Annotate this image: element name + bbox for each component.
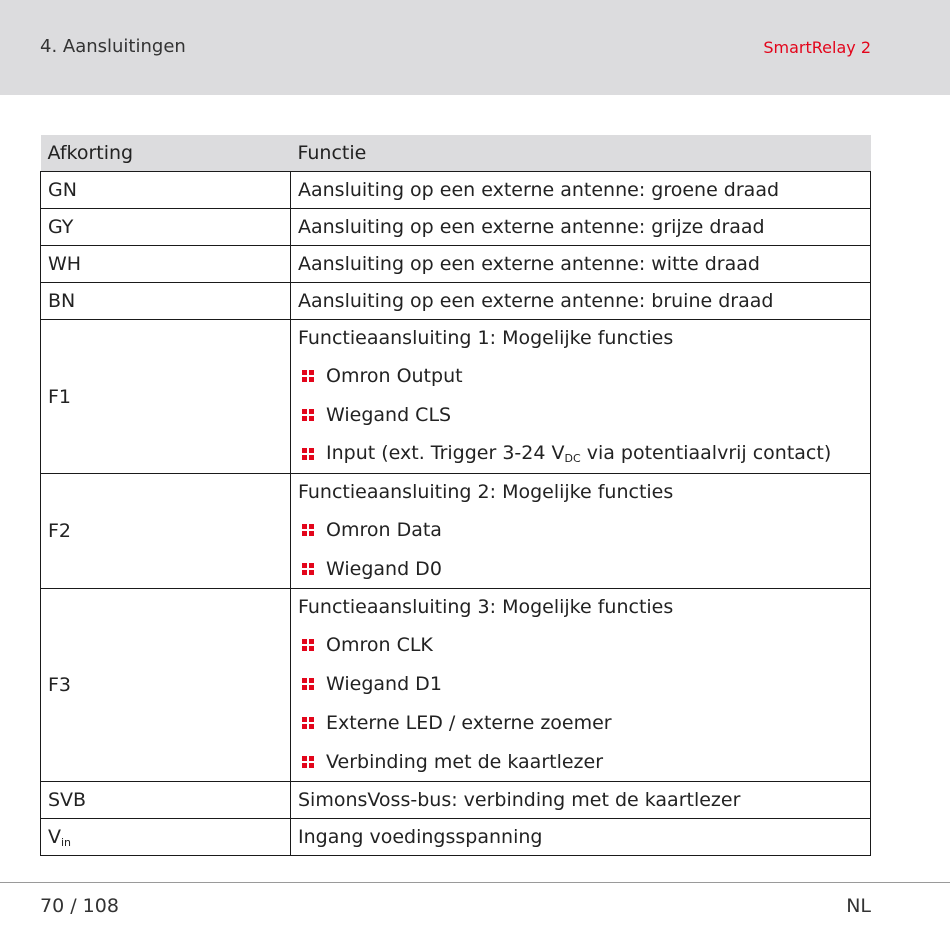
list-item — [298, 664, 863, 703]
function-cell — [291, 320, 871, 474]
input-text-pre: Input (ext. Trigger 3-24 V — [326, 442, 565, 464]
abbr-cell: F2 — [41, 474, 291, 589]
table-row-f3 — [41, 589, 871, 782]
red-square-bullet-icon — [302, 409, 314, 421]
function-cell: Aansluiting op een externe antenne: bruine draad — [291, 283, 871, 320]
abbr-cell: SVB — [41, 782, 291, 819]
list-item-label: Omron Output — [326, 364, 463, 387]
red-square-bullet-icon — [302, 639, 314, 651]
list-item — [298, 742, 863, 781]
list-item — [298, 510, 863, 549]
list-item-label: Verbinding met de kaartlezer — [326, 750, 604, 773]
input-text-post: via potentiaalvrij contact) — [580, 442, 832, 464]
list-item — [298, 395, 863, 434]
table-row-f1 — [41, 320, 871, 474]
red-square-bullet-icon — [302, 524, 314, 536]
red-square-bullet-icon — [302, 717, 314, 729]
list-item — [298, 703, 863, 742]
function-title: Functieaansluiting 3: Mogelijke functies — [298, 596, 674, 618]
function-title: Functieaansluiting 2: Mogelijke functies — [298, 481, 674, 503]
function-cell: SimonsVoss-bus: verbinding met de kaartlezer — [291, 782, 871, 819]
table-row — [41, 246, 871, 283]
function-cell: Aansluiting op een externe antenne: groene draad — [291, 172, 871, 209]
vin-main: V — [48, 825, 61, 848]
table-row — [41, 782, 871, 819]
page-number: 70 / 108 — [40, 895, 119, 917]
list-item-label: Wiegand CLS — [326, 403, 452, 426]
list-item-label — [326, 442, 831, 465]
table-row — [41, 819, 871, 856]
abbr-cell: F1 — [41, 320, 291, 474]
column-header-function: Functie — [291, 135, 871, 172]
list-item — [298, 434, 863, 473]
table-row-f2 — [41, 474, 871, 589]
abbr-cell: BN — [41, 283, 291, 320]
table-row — [41, 283, 871, 320]
abbr-cell: WH — [41, 246, 291, 283]
function-cell: Aansluiting op een externe antenne: grijze draad — [291, 209, 871, 246]
list-item-label: Externe LED / externe zoemer — [326, 711, 612, 734]
product-name: SmartRelay 2 — [763, 38, 871, 57]
list-item — [298, 549, 863, 588]
input-text-sub: DC — [564, 452, 581, 465]
connections-table — [40, 135, 871, 856]
function-cell — [291, 474, 871, 589]
abbr-cell: F3 — [41, 589, 291, 782]
list-item-label: Wiegand D0 — [326, 557, 442, 580]
red-square-bullet-icon — [302, 370, 314, 382]
red-square-bullet-icon — [302, 678, 314, 690]
abbr-cell — [41, 819, 291, 856]
column-header-abbreviation: Afkorting — [41, 135, 291, 172]
abbr-cell: GN — [41, 172, 291, 209]
function-cell: Aansluiting op een externe antenne: witte draad — [291, 246, 871, 283]
function-cell: Ingang voedingsspanning — [291, 819, 871, 856]
list-item-label: Omron CLK — [326, 633, 433, 656]
language-code: NL — [846, 895, 871, 917]
table-row — [41, 172, 871, 209]
red-square-bullet-icon — [302, 756, 314, 768]
list-item-label: Omron Data — [326, 518, 442, 541]
red-square-bullet-icon — [302, 563, 314, 575]
red-square-bullet-icon — [302, 448, 314, 460]
function-title: Functieaansluiting 1: Mogelijke functies — [298, 327, 674, 349]
function-cell — [291, 589, 871, 782]
vin-sub: in — [61, 835, 72, 849]
list-item — [298, 356, 863, 395]
table-row — [41, 209, 871, 246]
table-header-row — [41, 135, 871, 172]
footer-divider — [0, 882, 950, 883]
chapter-title: 4. Aansluitingen — [40, 36, 186, 57]
list-item — [298, 625, 863, 664]
list-item-label: Wiegand D1 — [326, 672, 442, 695]
abbr-cell: GY — [41, 209, 291, 246]
page-header — [0, 0, 950, 95]
